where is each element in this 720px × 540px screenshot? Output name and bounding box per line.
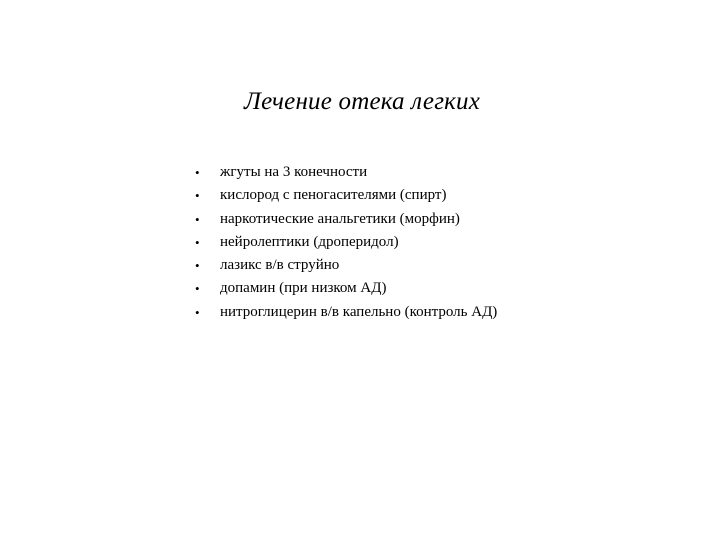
bullet-icon: • <box>195 281 200 297</box>
list-item-text: допамин (при низком АД) <box>220 280 387 297</box>
bullet-icon: • <box>195 165 200 180</box>
list-item <box>195 277 497 300</box>
list-item-text: нейролептики (дроперидол) <box>220 233 399 250</box>
bullet-icon: • <box>195 304 200 320</box>
slide-title: Лечение отека легких <box>243 88 481 115</box>
list-item-text: кислород с пеногасителями (спирт) <box>220 187 447 204</box>
list-item-text: лазикс в/в струйно <box>220 257 340 274</box>
list-item-text: жгуты на 3 конечности <box>220 164 368 180</box>
bullet-icon: • <box>195 188 200 204</box>
list-item <box>195 184 497 207</box>
list-item-text: наркотические анальгетики (морфин) <box>220 210 460 227</box>
bullet-icon: • <box>195 258 200 274</box>
list-item-text: нитроглицерин в/в капельно (контроль АД) <box>220 303 498 320</box>
list-item <box>195 301 497 324</box>
list-item <box>195 231 497 254</box>
bullet-icon: • <box>195 234 200 250</box>
list-item <box>195 208 497 231</box>
bullet-list <box>195 161 497 324</box>
bullet-icon: • <box>195 211 200 227</box>
list-item <box>195 161 497 184</box>
list-item <box>195 254 497 277</box>
